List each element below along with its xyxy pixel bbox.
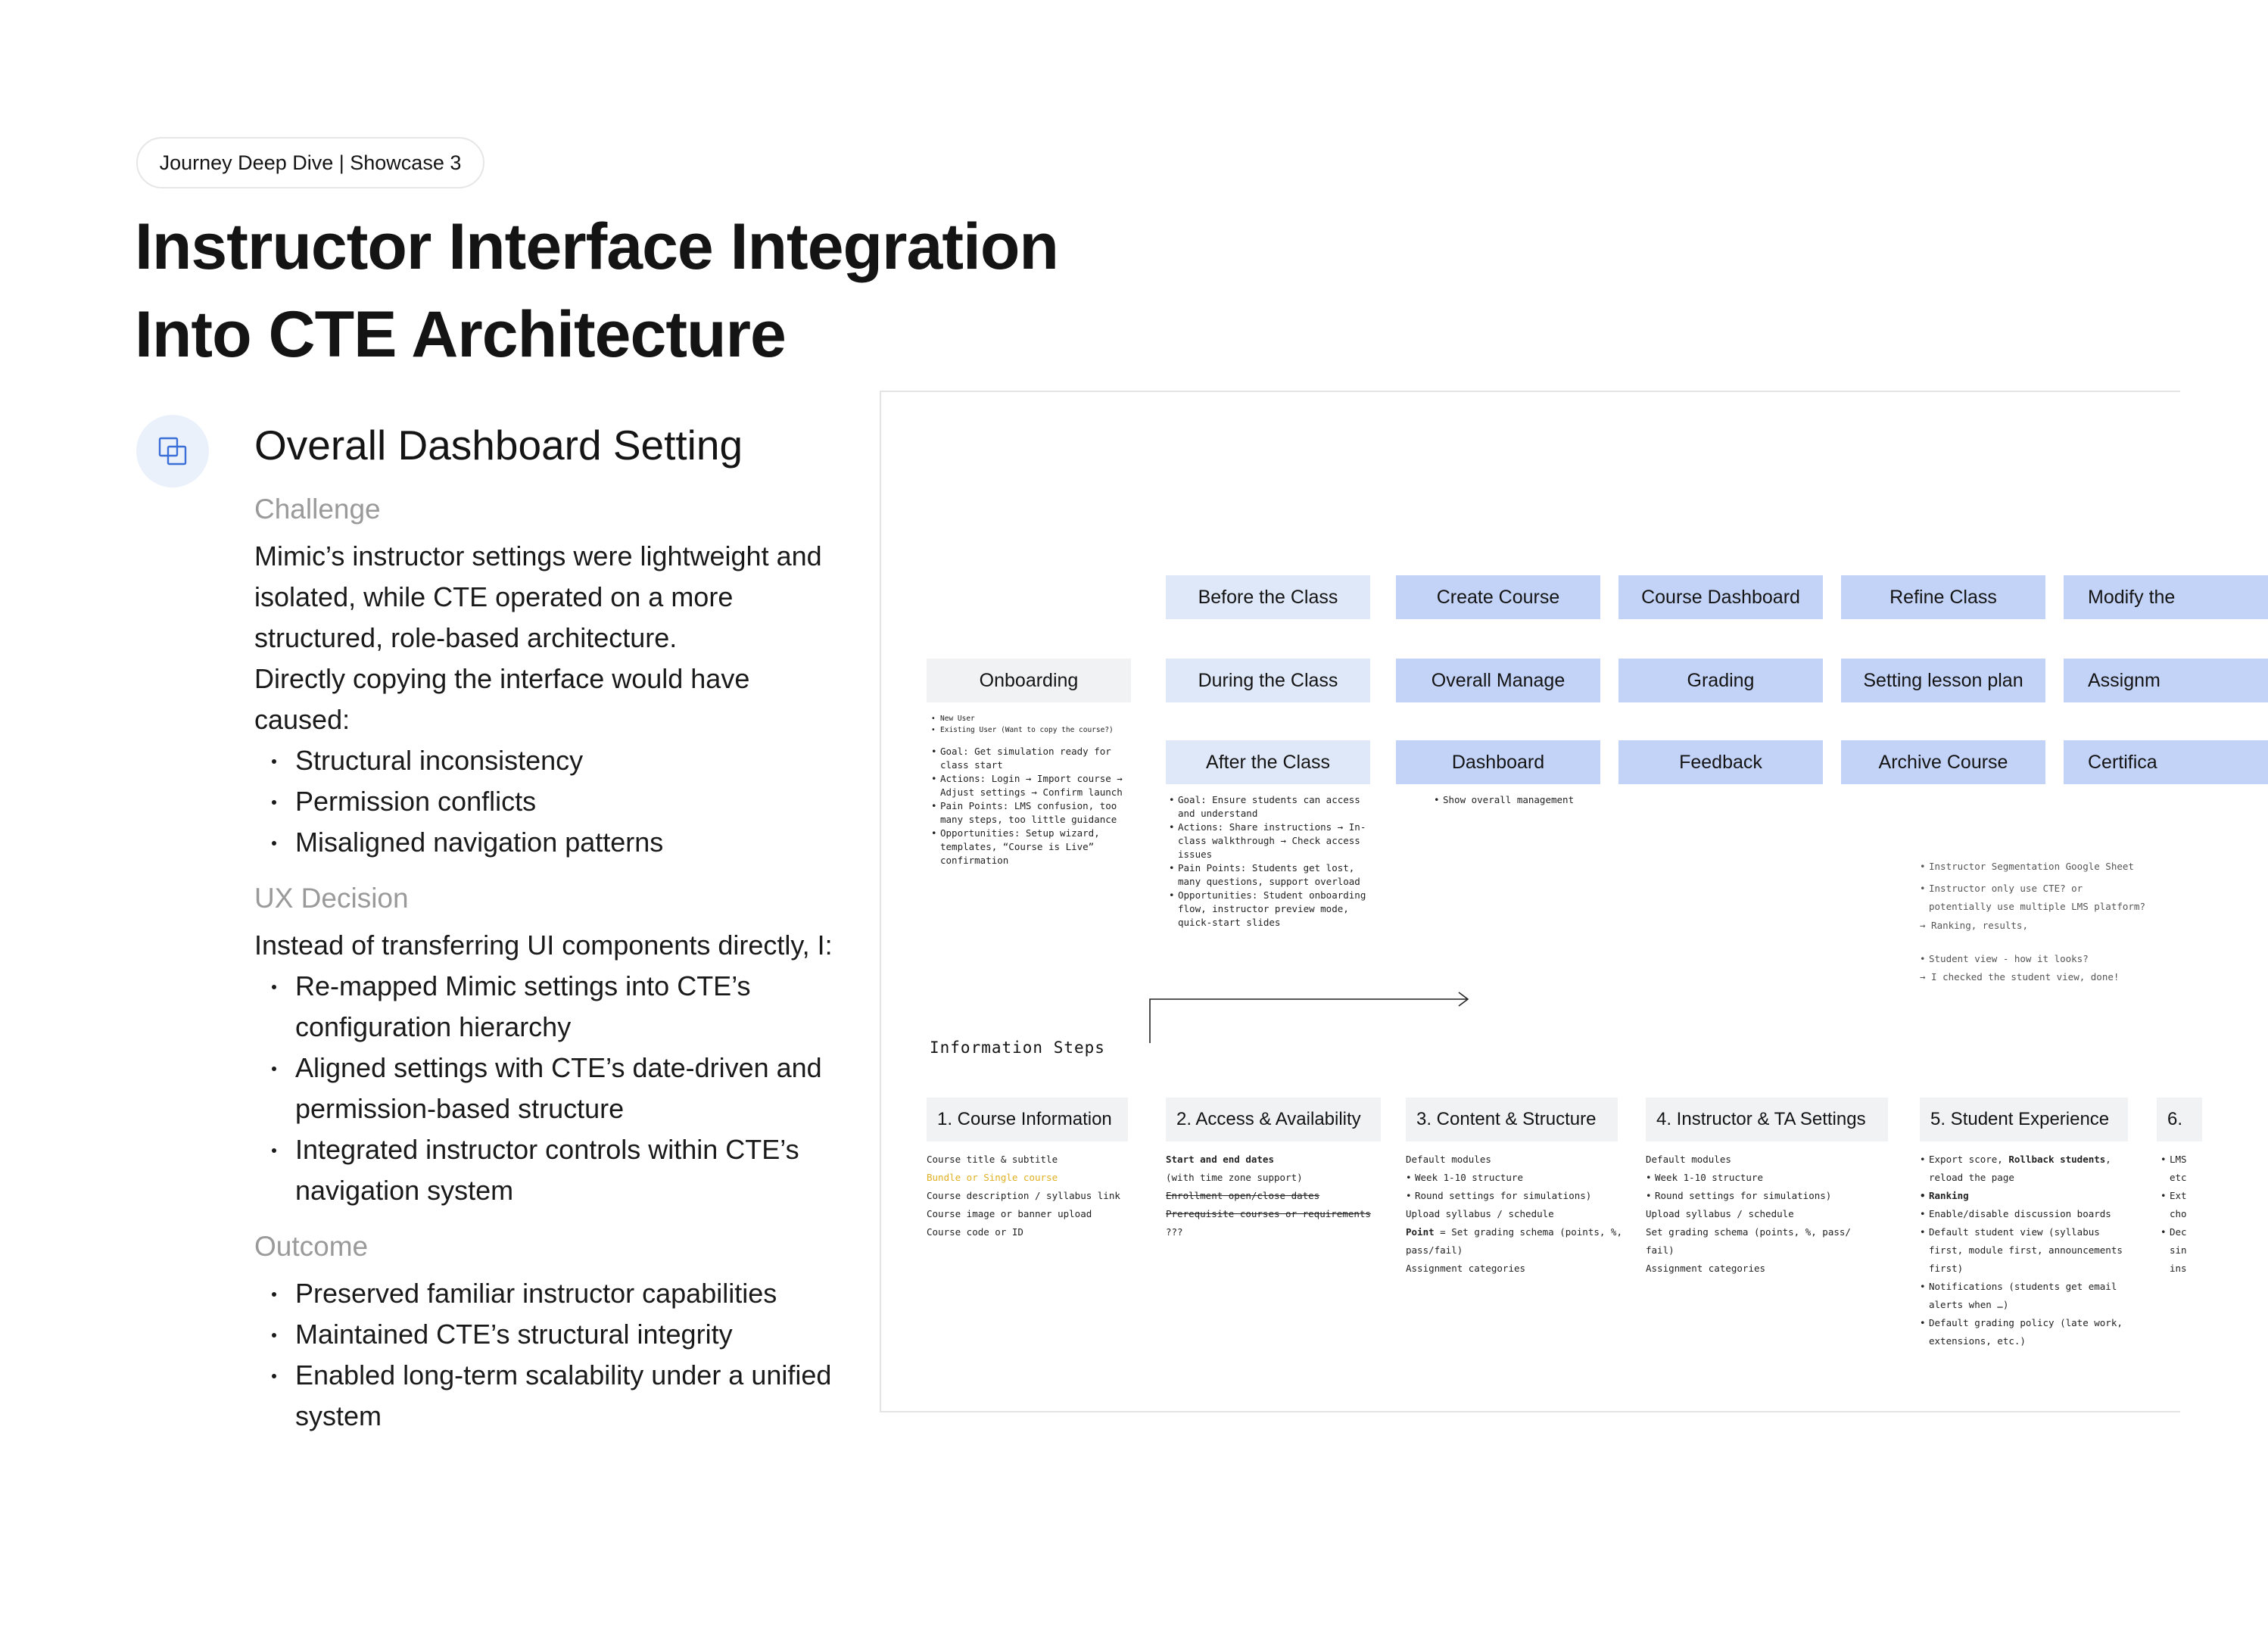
challenge-list (254, 740, 837, 863)
note-item: • Instructor only use CTE? or potentially use multiple LMS platform? (1920, 880, 2147, 916)
section-body (254, 489, 837, 1437)
detail-line: • Round settings for simulations) (1406, 1187, 1625, 1205)
outcome-list (254, 1273, 837, 1437)
note-answer: → I checked the student view, done! (1920, 971, 2120, 983)
note-item: • Actions: Login → Import course → Adjust settings → Confirm launch (931, 772, 1136, 799)
note-item: • Opportunities: Setup wizard, templates, “Course is Live” confirmation (931, 827, 1136, 867)
card-course-dashboard: Course Dashboard (1618, 575, 1823, 619)
step4-details (1646, 1151, 1865, 1278)
detail-line: • Export score, Rollback students, reload the page (1920, 1151, 2139, 1187)
step-student-experience: 5. Student Experience (1920, 1098, 2128, 1141)
note-item: • Opportunities: Student onboarding flow, instructor preview mode, quick-start slides (1169, 889, 1373, 930)
information-steps-label: Information Steps (930, 1039, 1105, 1057)
decision-text: Instead of transferring UI components directly, I: (254, 930, 833, 961)
challenge-text: Mimic’s instructor settings were lightweight and isolated, while CTE operated on a more structured, role-based architecture. (254, 540, 822, 653)
step-six: 6. (2157, 1098, 2202, 1141)
card-dashboard: Dashboard (1396, 740, 1600, 784)
note-answer: → Ranking, results, (1920, 920, 2028, 931)
step3-details (1406, 1151, 1625, 1278)
research-notes (1920, 860, 2147, 984)
detail-line: Course description / syllabus link (927, 1190, 1120, 1201)
step-access-availability: 2. Access & Availability (1166, 1098, 1381, 1141)
detail-line: • Week 1-10 structure (1646, 1169, 1865, 1187)
detail-line: • Dec (2161, 1223, 2206, 1241)
phase-before-class: Before the Class (1166, 575, 1370, 619)
challenge-text-2: Directly copying the interface would have caused: (254, 663, 750, 735)
dashboard-note (1434, 793, 1615, 807)
detail-line: Upload syllabus / schedule (1646, 1208, 1794, 1219)
detail-line: Assignment categories (1646, 1263, 1766, 1274)
detail-line: • Default student view (syllabus first, module first, announcements first) (1920, 1223, 2139, 1278)
detail-line: Course image or banner upload (927, 1208, 1092, 1219)
card-overall-manage: Overall Manage (1396, 659, 1600, 702)
card-feedback: Feedback (1618, 740, 1823, 784)
card-modify: Modify the (2064, 575, 2268, 619)
detail-line: ins (2170, 1263, 2187, 1274)
step6-details (2161, 1151, 2206, 1278)
layers-icon (157, 436, 188, 466)
detail-line: • Ranking (1920, 1187, 2139, 1205)
onboarding-card: Onboarding (927, 659, 1131, 702)
detail-line: • Ext (2161, 1187, 2206, 1205)
detail-text: = Set grading schema (points, %, pass/fail) (1406, 1226, 1622, 1256)
phase-during-class: During the Class (1166, 659, 1370, 702)
detail-line: sin (2170, 1244, 2187, 1256)
card-create-course: Create Course (1396, 575, 1600, 619)
detail-line: Course code or ID (927, 1226, 1023, 1238)
detail-line: ??? (1166, 1226, 1183, 1238)
list-item: Misaligned navigation patterns (254, 822, 837, 863)
section-icon (136, 415, 209, 487)
step-instructor-ta-settings: 4. Instructor & TA Settings (1646, 1098, 1888, 1141)
detail-line: Default modules (1406, 1154, 1491, 1165)
step-content-structure: 3. Content & Structure (1406, 1098, 1618, 1141)
step1-details (927, 1151, 1146, 1241)
detail-line: Enrollment open/close dates (1166, 1190, 1320, 1201)
journey-board (880, 391, 2187, 1412)
after-class-notes (1169, 793, 1373, 930)
decision-heading: UX Decision (254, 883, 409, 914)
phase-after-class: After the Class (1166, 740, 1370, 784)
note-item: • Goal: Get simulation ready for class start (931, 745, 1136, 772)
card-setting-lesson-plan: Setting lesson plan (1841, 659, 2045, 702)
detail-line: Bundle or Single course (927, 1172, 1058, 1183)
list-item: Aligned settings with CTE’s date-driven and permission-based structure (254, 1048, 837, 1129)
list-item: Structural inconsistency (254, 740, 837, 781)
card-assignment: Assignm (2064, 659, 2268, 702)
list-item: Re-mapped Mimic settings into CTE’s configuration hierarchy (254, 966, 837, 1048)
list-item: Maintained CTE’s structural integrity (254, 1314, 837, 1355)
detail-line: • Round settings for simulations) (1646, 1187, 1865, 1205)
note-item: • Existing User (Want to copy the course?) (931, 724, 1136, 736)
list-item: Enabled long-term scalability under a unified system (254, 1355, 837, 1437)
detail-line: • Week 1-10 structure (1406, 1169, 1625, 1187)
note-item: • Actions: Share instructions → In-class walkthrough → Check access issues (1169, 821, 1373, 861)
card-grading: Grading (1618, 659, 1823, 702)
detail-line: • Default grading policy (late work, extensions, etc.) (1920, 1314, 2139, 1350)
note-item: • Student view - how it looks? (1920, 952, 2147, 966)
note-item: • Show overall management (1434, 793, 1615, 807)
detail-line: Assignment categories (1406, 1263, 1526, 1274)
page-title-line-1: Instructor Interface Integration (135, 210, 1058, 283)
list-item: Permission conflicts (254, 781, 837, 822)
detail-line: Prerequisite courses or requirements (1166, 1208, 1371, 1219)
onboarding-notes (931, 713, 1136, 867)
step-course-information: 1. Course Information (927, 1098, 1128, 1141)
detail-line: Course title & subtitle (927, 1154, 1058, 1165)
outcome-heading: Outcome (254, 1231, 369, 1262)
detail-line: etc (2170, 1172, 2187, 1183)
card-refine-class: Refine Class (1841, 575, 2045, 619)
step5-details (1920, 1151, 2139, 1350)
card-archive-course: Archive Course (1841, 740, 2045, 784)
note-item: • Pain Points: LMS confusion, too many steps, too little guidance (931, 799, 1136, 827)
detail-line: Start and end dates (1166, 1154, 1274, 1165)
step2-details (1166, 1151, 1393, 1241)
page-title-line-2: Into CTE Architecture (135, 298, 786, 371)
card-certificate: Certifica (2064, 740, 2268, 784)
showcase-tag: Journey Deep Dive | Showcase 3 (136, 137, 484, 188)
detail-line: Default modules (1646, 1154, 1731, 1165)
detail-line: cho (2170, 1208, 2187, 1219)
detail-line (1406, 1223, 1625, 1260)
detail-line: (with time zone support) (1166, 1172, 1303, 1183)
section-title: Overall Dashboard Setting (254, 422, 743, 469)
page-title (135, 203, 1073, 378)
detail-line: Upload syllabus / schedule (1406, 1208, 1554, 1219)
note-item: • Instructor Segmentation Google Sheet (1920, 860, 2147, 874)
note-item: • Pain Points: Students get lost, many questions, support overload (1169, 861, 1373, 889)
detail-line: • Enable/disable discussion boards (1920, 1205, 2139, 1223)
detail-line: • Notifications (students get email alerts when …) (1920, 1278, 2139, 1314)
detail-bold: Point (1406, 1226, 1435, 1238)
note-item: • New User (931, 713, 1136, 724)
detail-line: Set grading schema (points, %, pass/ fail) (1646, 1226, 1851, 1256)
list-item: Integrated instructor controls within CTE’s navigation system (254, 1129, 837, 1211)
challenge-heading: Challenge (254, 494, 381, 525)
decision-list (254, 966, 837, 1211)
connector-arrow (1146, 990, 1472, 1043)
note-item: • Goal: Ensure students can access and understand (1169, 793, 1373, 821)
detail-line: • LMS (2161, 1151, 2206, 1169)
list-item: Preserved familiar instructor capabilities (254, 1273, 837, 1314)
